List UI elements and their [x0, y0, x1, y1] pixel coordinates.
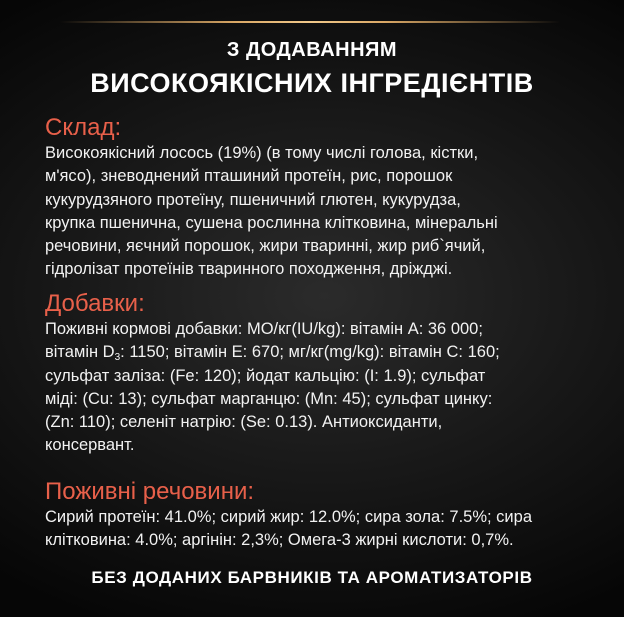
nutrients-title: Поживні речовини:: [45, 478, 255, 505]
additives-line: сульфат заліза: (Fe: 120); йодат кальцію: (I: 1.9); сульфат: [45, 366, 486, 385]
composition-text: [45, 142, 605, 282]
footer-claim: БЕЗ ДОДАНИХ БАРВНИКІВ ТА АРОМАТИЗАТОРІВ: [91, 568, 533, 587]
gold-divider-line: [60, 21, 560, 23]
subscript-3: 3: [114, 352, 121, 364]
composition-line: кукурудзяного протеїну, пшеничний глютен, кукурудза,: [45, 190, 461, 209]
header-line-2: ВИСОКОЯКІСНИХ ІНГРЕДІЄНТІВ: [90, 68, 534, 98]
composition-title: Склад:: [45, 114, 122, 141]
additives-line: консервант.: [45, 436, 135, 455]
nutrients-line: клітковина: 4.0%; аргінін: 2,3%; Омега-3 жирні кислоти: 0,7%.: [45, 531, 514, 550]
nutrients-text: [45, 506, 605, 553]
additives-line: (Zn: 110); селеніт натрію: (Se: 0.13). Антиоксиданти,: [45, 413, 443, 432]
nutrients-line: Сирий протеїн: 41.0%; сирий жир: 12.0%; сира зола: 7.5%; сира: [45, 508, 532, 526]
additives-line-vitamin-d: [45, 341, 605, 364]
additives-text-part: вітамін D: [45, 343, 115, 362]
composition-line: Високоякісний лосось (19%) (в тому числі голова, кістки,: [45, 144, 479, 162]
additives-line: Поживні кормові добавки: МО/кг(IU/kg): вітамін А: 36 000;: [45, 320, 483, 338]
composition-line: гідролізат протеїнів тваринного походження, дріжджі.: [45, 260, 453, 279]
additives-line: міді: (Cu: 13); сульфат марганцю: (Mn: 45); сульфат цинку:: [45, 389, 493, 408]
header-line-1: З ДОДАВАННЯМ: [226, 39, 398, 61]
composition-line: крупка пшенична, сушена рослинна клітковина, мінеральні: [45, 213, 498, 232]
composition-line: м'ясо), зневоднений пташиний протеїн, рис, порошок: [45, 167, 453, 186]
nutrients-section: [45, 478, 605, 553]
additives-section: [45, 290, 605, 458]
additives-text: [45, 318, 605, 458]
additives-text-part: : 1150; вітамін Е: 670; мг/кг(mg/kg): вітамін С: 160;: [120, 343, 500, 362]
composition-section: [45, 114, 605, 282]
composition-line: речовини, яєчний порошок, жири тваринні, жир риб`ячий,: [45, 237, 486, 256]
additives-title: Добавки:: [45, 290, 145, 317]
header: [0, 38, 624, 100]
